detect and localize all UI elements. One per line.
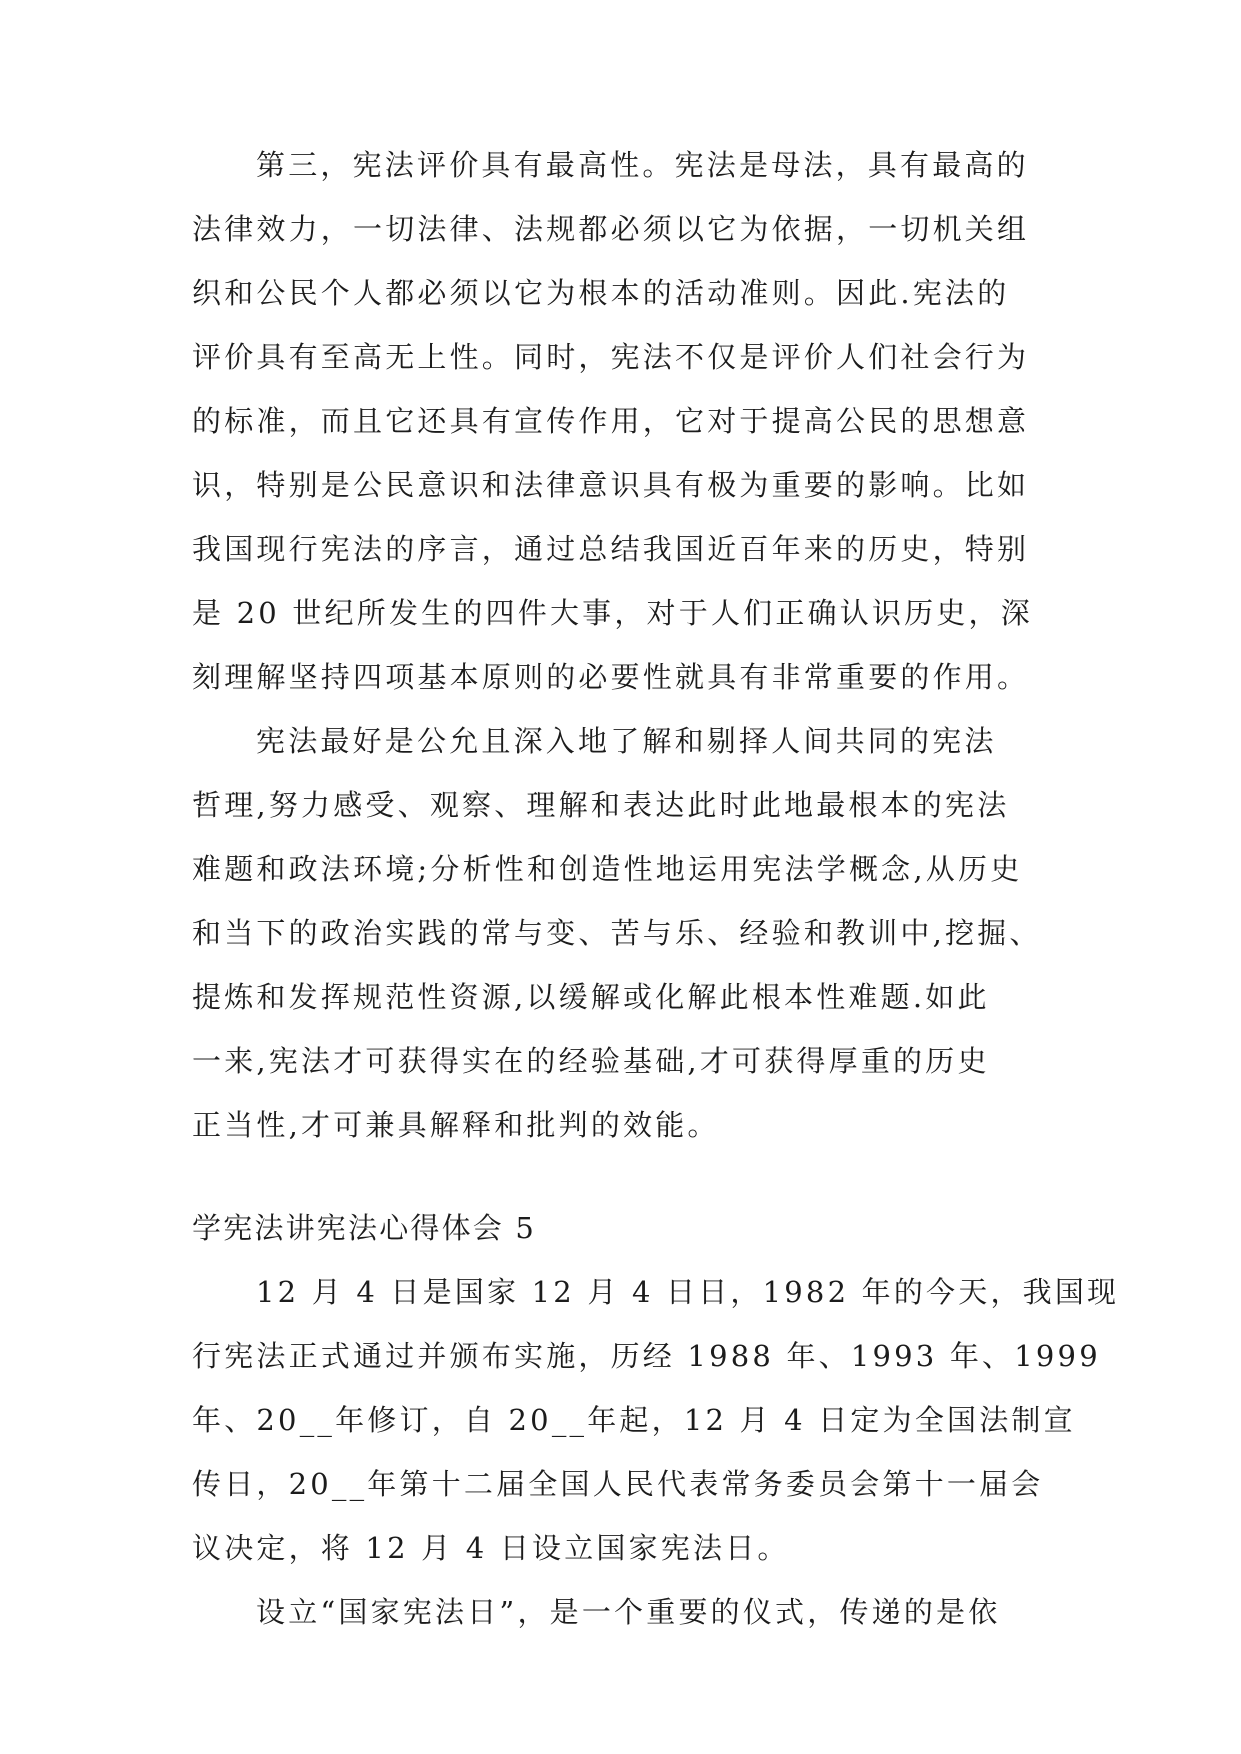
paragraph-line: 正当性,才可兼具解释和批判的效能。 xyxy=(192,1108,720,1142)
paragraph-line: 织和公民个人都必须以它为根本的活动准则。因此.宪法的 xyxy=(192,276,1010,310)
paragraph-line: 哲理,努力感受、观察、理解和表达此时此地最根本的宪法 xyxy=(192,788,1010,822)
paragraph-line: 行宪法正式通过并颁布实施，历经 1988 年、1993 年、1999 xyxy=(192,1339,1101,1373)
paragraph-line: 提炼和发挥规范性资源,以缓解或化解此根本性难题.如此 xyxy=(192,980,990,1014)
paragraph-line: 识，特别是公民意识和法律意识具有极为重要的影响。比如 xyxy=(192,468,1030,502)
paragraph-line: 年、20__年修订，自 20__年起，12 月 4 日定为全国法制宣 xyxy=(192,1403,1076,1437)
paragraph-line: 法律效力，一切法律、法规都必须以它为依据，一切机关组 xyxy=(192,212,1030,246)
paragraph-line: 一来,宪法才可获得实在的经验基础,才可获得厚重的历史 xyxy=(192,1044,990,1078)
paragraph-line: 宪法最好是公允且深入地了解和剔择人间共同的宪法 xyxy=(256,724,997,758)
paragraph-line: 我国现行宪法的序言，通过总结我国近百年来的历史，特别 xyxy=(192,532,1030,566)
paragraph-line: 的标准，而且它还具有宣传作用，它对于提高公民的思想意 xyxy=(192,404,1030,438)
paragraph-line: 和当下的政治实践的常与变、苦与乐、经验和教训中,挖掘、 xyxy=(192,916,1042,950)
paragraph-line: 刻理解坚持四项基本原则的必要性就具有非常重要的作用。 xyxy=(192,660,1030,694)
paragraph-line: 议决定，将 12 月 4 日设立国家宪法日。 xyxy=(192,1531,790,1565)
paragraph-line: 12 月 4 日是国家 12 月 4 日日，1982 年的今天，我国现 xyxy=(256,1275,1120,1309)
paragraph-line: 设立“国家宪法日”，是一个重要的仪式，传递的是依 xyxy=(256,1595,1001,1629)
section-heading: 学宪法讲宪法心得体会 5 xyxy=(192,1211,537,1245)
paragraph-line: 第三，宪法评价具有最高性。宪法是母法，具有最高的 xyxy=(256,148,1029,182)
paragraph-line: 传日，20__年第十二届全国人民代表常务委员会第十一届会 xyxy=(192,1467,1044,1501)
paragraph-line: 评价具有至高无上性。同时，宪法不仅是评价人们社会行为 xyxy=(192,340,1030,374)
paragraph-line: 是 20 世纪所发生的四件大事，对于人们正确认识历史，深 xyxy=(192,596,1033,630)
paragraph-line: 难题和政法环境;分析性和创造性地运用宪法学概念,从历史 xyxy=(192,852,1023,886)
